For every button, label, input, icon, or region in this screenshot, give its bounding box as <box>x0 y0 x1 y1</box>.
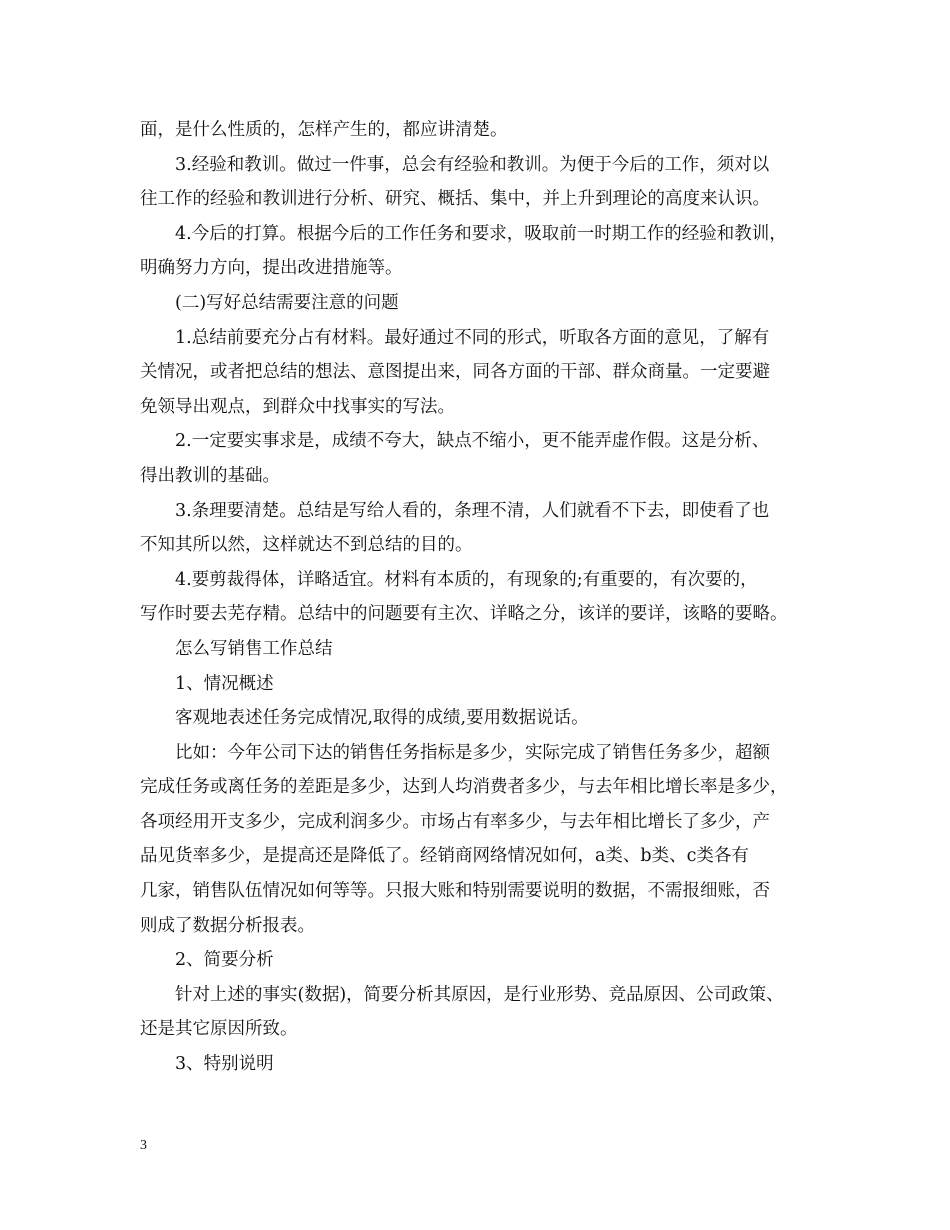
text-line: 3.条理要清楚。总结是写给人看的，条理不清，人们就看不下去，即使看了也 <box>175 500 770 521</box>
text-line: 则成了数据分析报表。 <box>140 915 315 936</box>
text-line: 不知其所以然，这样就达不到总结的目的。 <box>140 535 473 556</box>
text-line: 写作时要去芜存精。总结中的问题要有主次、详略之分，该详的要详，该略的要略。 <box>140 604 788 625</box>
text-line: 还是其它原因所致。 <box>140 1019 298 1040</box>
text-line: 明确努力方向，提出改进措施等。 <box>140 258 403 279</box>
text-line: 针对上述的事实(数据)，简要分析其原因，是行业形势、竞品原因、公司政策、 <box>175 984 784 1005</box>
text-line: 1.总结前要充分占有材料。最好通过不同的形式，听取各方面的意见，了解有 <box>175 327 770 348</box>
text-line: (二)写好总结需要注意的问题 <box>175 292 399 313</box>
text-line: 4.今后的打算。根据今后的工作任务和要求，吸取前一时期工作的经验和教训， <box>175 223 787 244</box>
text-line: 各项经用开支多少，完成利润多少。市场占有率多少，与去年相比增长了多少，产 <box>140 811 770 832</box>
text-line: 完成任务或离任务的差距是多少，达到人均消费者多少，与去年相比增长率是多少， <box>140 777 788 798</box>
text-line: 免领导出观点，到群众中找事实的写法。 <box>140 396 455 417</box>
text-line: 2.一定要实事求是，成绩不夸大，缺点不缩小，更不能弄虚作假。这是分析、 <box>175 431 770 452</box>
text-line: 面，是什么性质的，怎样产生的，都应讲清楚。 <box>140 120 508 140</box>
text-line: 几家，销售队伍情况如何等等。只报大账和特别需要说明的数据，不需报细账，否 <box>140 881 770 902</box>
text-line: 关情况，或者把总结的想法、意图提出来，同各方面的干部、群众商量。一定要避 <box>140 362 770 383</box>
text-line: 2、简要分析 <box>175 950 274 971</box>
text-line: 4.要剪裁得体，详略适宜。材料有本质的，有现象的;有重要的，有次要的， <box>175 569 758 590</box>
text-line: 品见货率多少，是提高还是降低了。经销商网络情况如何，a类、b类、c类各有 <box>140 846 749 867</box>
text-line: 比如：今年公司下达的销售任务指标是多少，实际完成了销售任务多少，超额 <box>175 742 770 763</box>
document-body <box>140 113 812 1082</box>
text-line: 3.经验和教训。做过一件事，总会有经验和教训。为便于今后的工作，须对以 <box>175 154 770 175</box>
text-line: 往工作的经验和教训进行分析、研究、概括、集中，并上升到理论的高度来认识。 <box>140 189 770 210</box>
text-line: 怎么写销售工作总结 <box>175 638 333 659</box>
text-line: 客观地表述任务完成情况,取得的成绩,要用数据说话。 <box>175 708 589 729</box>
page-number: 3 <box>140 1138 147 1153</box>
text-line: 3、特别说明 <box>175 1054 274 1075</box>
text-line: 1、情况概述 <box>175 673 274 694</box>
text-line: 得出教训的基础。 <box>140 465 280 486</box>
